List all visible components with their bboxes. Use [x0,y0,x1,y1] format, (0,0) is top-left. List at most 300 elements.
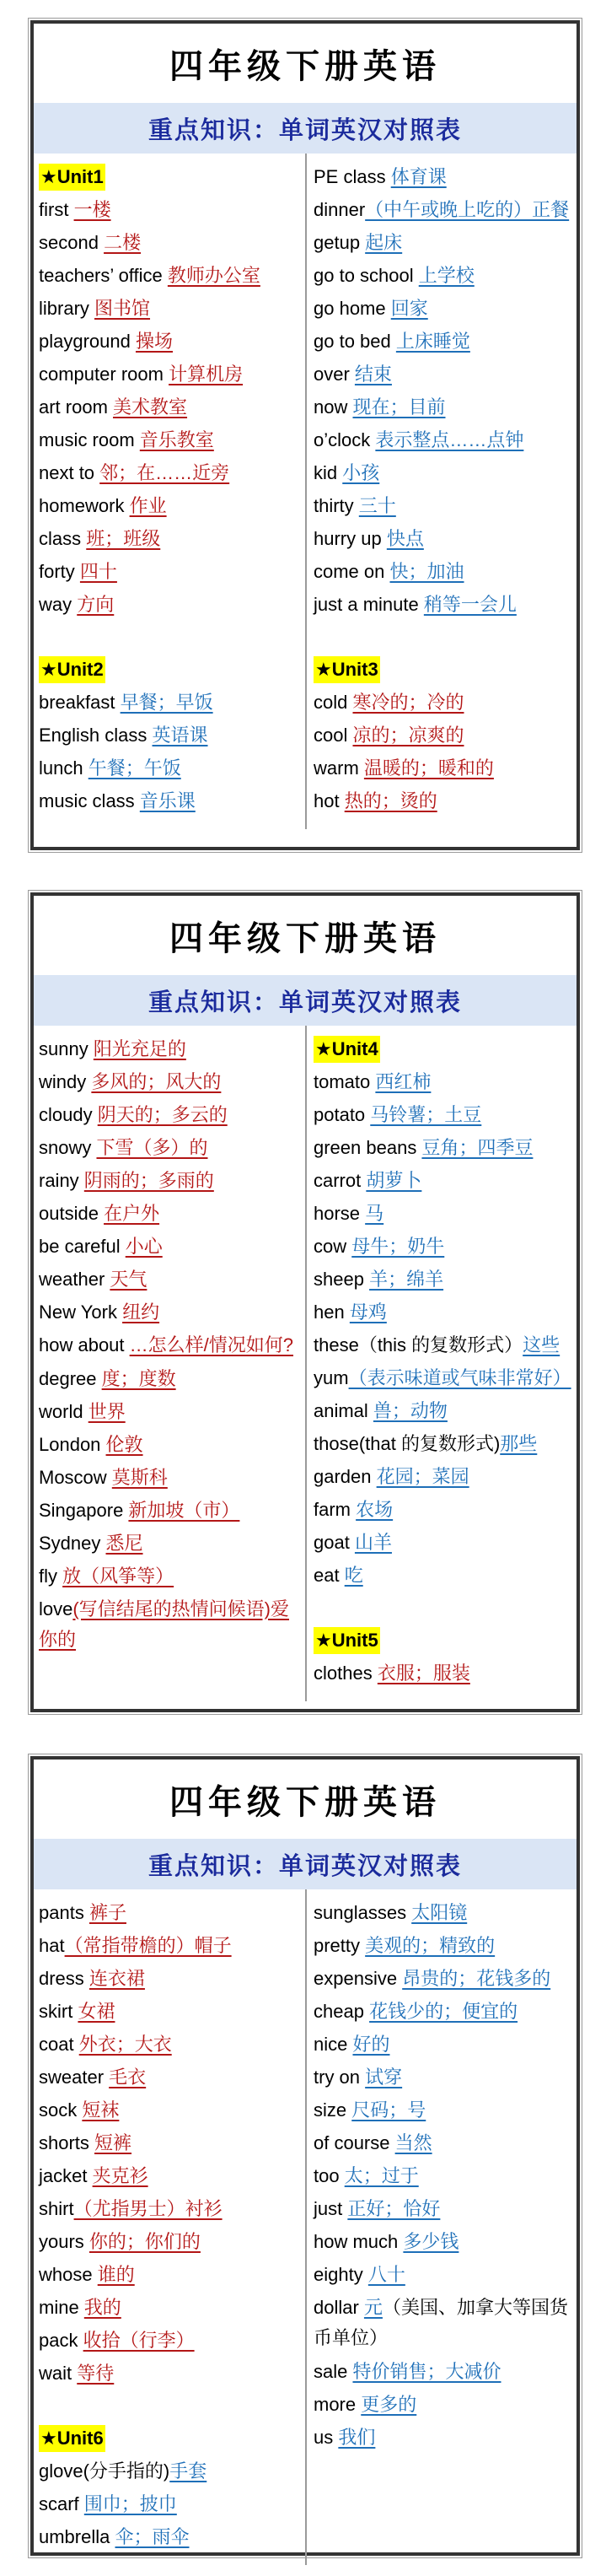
unit-heading [39,2422,300,2455]
chinese-meaning: 八十 [367,2264,405,2285]
english-word: dress [39,1968,89,1989]
chinese-meaning: 阴雨的；多雨的 [83,1170,214,1191]
english-word: pretty [314,1935,366,1956]
vocab-entry [314,2094,571,2126]
sheet-subtitle: 重点知识：单词英汉对照表 [34,975,577,1026]
vocab-entry [39,1362,300,1395]
chinese-meaning: 试穿 [365,2067,403,2088]
english-word: class [39,528,87,549]
english-word: degree [39,1368,102,1389]
vocab-entry [39,1962,300,1995]
chinese-meaning: 下雪（多）的 [96,1137,208,1158]
chinese-meaning: 农场 [356,1499,394,1520]
chinese-meaning: 班；班级 [86,528,161,549]
sheet-subtitle: 重点知识：单词英汉对照表 [34,103,577,154]
vocab-entry [39,1263,300,1296]
vocab-entry [314,456,571,489]
vocab-entry [39,2061,300,2094]
chinese-meaning: （尤指男士）衬衫 [73,2198,223,2219]
vocab-entry [314,1131,571,1164]
vocab-entry [314,193,571,226]
english-word: shirt [39,2198,74,2219]
english-word: whose [39,2264,98,2285]
chinese-meaning: 太阳镜 [411,1902,468,1923]
vocab-entry [314,1427,571,1460]
meaning-note: （美国、加拿大等国货币单位） [314,2297,568,2348]
chinese-meaning: 外衣；大衣 [78,2034,172,2055]
chinese-meaning: 阴天的；多云的 [97,1104,228,1125]
english-word: kid [314,462,343,483]
vocab-entry [39,2357,300,2390]
chinese-meaning: 我们 [338,2427,376,2448]
vocab-entry [39,1592,300,1657]
vocab-entry [314,1526,571,1559]
unit-label: ★Unit1 [39,164,105,191]
chinese-meaning: 我的 [83,2297,121,2318]
english-word: over [314,364,355,385]
english-word: second [39,232,105,253]
english-word: clothes [314,1663,378,1684]
vocab-entry [314,1263,571,1296]
chinese-meaning: 图书馆 [94,298,151,319]
vocab-entry [39,2487,300,2520]
vocab-entry [39,1164,300,1197]
chinese-meaning: …怎么样/情况如何? [129,1334,293,1355]
english-word: o’clock [314,429,376,450]
vocab-entry [314,1164,571,1197]
english-word: nice [314,2034,353,2055]
english-word: how much [314,2231,404,2252]
english-word: pack [39,2330,83,2351]
chinese-meaning: 温暖的；暖和的 [363,757,494,779]
chinese-meaning: 表示整点……点钟 [375,429,524,450]
vocab-entry [314,2126,571,2159]
vocab-entry [314,2192,571,2225]
english-word: music room [39,429,140,450]
chinese-meaning: 这些 [523,1334,560,1355]
column-divider [305,1889,307,2565]
vocab-entry [39,456,300,489]
chinese-meaning: 母鸡 [349,1301,387,1323]
chinese-meaning: 快点 [386,528,424,549]
english-word: fly [39,1566,63,1587]
column-divider [305,154,307,829]
chinese-meaning: 回家 [390,298,428,319]
section-gap [39,2390,300,2422]
vocab-entry [39,1197,300,1230]
chinese-meaning: 更多的 [361,2394,417,2415]
unit-label: ★Unit3 [314,656,380,683]
chinese-meaning: 花钱少的；便宜的 [369,2001,518,2022]
vocab-entry [314,423,571,456]
chinese-meaning: 在户外 [104,1203,160,1224]
vocab-entry [314,325,571,358]
english-word: music class [39,790,140,811]
english-word: more [314,2394,362,2415]
vocab-entry [39,2258,300,2291]
english-word: pants [39,1902,89,1923]
chinese-meaning: 当然 [394,2132,432,2153]
chinese-meaning: 稍等一会儿 [423,594,517,615]
vocab-entry [314,1361,571,1394]
vocab-entry [39,555,300,588]
vocab-entry [39,1560,300,1592]
chinese-meaning: 悉尼 [105,1533,143,1554]
chinese-meaning: 衣服；服装 [377,1663,470,1684]
unit-label: ★Unit6 [39,2425,105,2452]
chinese-meaning: 女裙 [78,2001,115,2022]
chinese-meaning: 伞；雨伞 [115,2526,190,2547]
vocab-entry [314,226,571,259]
english-word: dollar [314,2297,364,2318]
english-word: now [314,396,353,418]
vocab-sheet-1 [30,20,580,850]
english-word: sunny [39,1038,94,1059]
sheet-title: 四年级下册英语 [169,46,441,86]
unit-label: ★Unit2 [39,656,105,683]
chinese-meaning: 谁的 [97,2264,135,2285]
chinese-meaning: 邻；在……近旁 [99,462,230,483]
english-word: art room [39,396,114,418]
english-word: hot [314,790,345,811]
left-column [34,1032,305,1689]
chinese-meaning: 短袜 [82,2099,120,2121]
english-word: come on [314,561,390,582]
vocab-columns [34,1889,577,2565]
vocab-entry [314,1328,571,1361]
vocab-entry [39,1929,300,1962]
vocab-entry [314,2421,571,2454]
english-word: hurry up [314,528,387,549]
vocab-entry [39,2291,300,2324]
vocab-entry [39,1461,300,1494]
english-word: those(that 的复数形式) [314,1433,501,1454]
right-column [305,1896,577,2553]
english-word: just a minute [314,594,424,615]
section-gap [314,1592,571,1624]
chinese-meaning: 音乐教室 [139,429,214,450]
english-word: getup [314,232,366,253]
chinese-meaning: 午餐；午饭 [88,757,181,779]
vocab-entry [314,292,571,325]
chinese-meaning: 多少钱 [403,2231,459,2252]
english-word: dinner [314,199,366,220]
vocab-entry [39,522,300,555]
english-word: cheap [314,2001,370,2022]
vocab-entry [314,391,571,423]
english-word: hen [314,1301,350,1323]
english-word: these（this 的复数形式） [314,1334,523,1355]
chinese-meaning: 音乐课 [139,790,196,811]
vocab-entry [314,588,571,621]
vocab-entry [39,1428,300,1461]
chinese-meaning: 结束 [354,364,392,385]
english-word: rainy [39,1170,84,1191]
english-word: sunglasses [314,1902,412,1923]
english-word: mine [39,2297,84,2318]
chinese-meaning: 早餐；早饭 [120,692,213,713]
english-word: umbrella [39,2526,115,2547]
english-word: playground [39,331,136,352]
right-column [305,160,577,817]
chinese-meaning: 度；度数 [101,1368,176,1389]
english-word: London [39,1434,106,1455]
vocab-entry [39,489,300,522]
english-word: sweater [39,2067,110,2088]
english-word: scarf [39,2493,84,2514]
vocab-entry [314,1657,571,1689]
english-word: of course [314,2132,395,2153]
chinese-meaning: 一楼 [73,199,111,220]
english-word: us [314,2427,339,2448]
english-word: eat [314,1565,345,1586]
english-word: horse [314,1203,366,1224]
english-word: garden [314,1466,377,1487]
chinese-meaning: （常指带檐的）帽子 [64,1935,232,1956]
chinese-meaning: 伦敦 [105,1434,143,1455]
vocab-entry [314,1493,571,1526]
vocab-entry [39,1328,300,1362]
section-gap [314,621,571,653]
vocab-entry [39,588,300,621]
english-word: New York [39,1301,123,1323]
chinese-meaning: 天气 [110,1269,147,1290]
right-column [305,1032,577,1689]
vocab-entry [39,193,300,226]
chinese-meaning: 上学校 [418,265,475,286]
chinese-meaning: 小孩 [342,462,380,483]
chinese-meaning: 正好；恰好 [347,2198,441,2219]
chinese-meaning: 英语课 [152,725,208,746]
english-word: cold [314,692,353,713]
unit-label: ★Unit4 [314,1036,380,1063]
english-word: tomato [314,1071,376,1092]
chinese-meaning: 快；加油 [389,561,464,582]
chinese-meaning: 母牛；奶牛 [351,1236,445,1257]
chinese-meaning: 好的 [352,2034,390,2055]
chinese-meaning: 马 [365,1203,384,1224]
unit-heading [39,653,300,686]
chinese-meaning: 吃 [344,1565,363,1586]
chinese-meaning: 凉的；凉爽的 [352,725,464,746]
chinese-meaning: 围巾；披巾 [83,2493,177,2514]
english-word: glove(分手指的) [39,2460,170,2482]
english-word: how about [39,1334,130,1355]
chinese-meaning: (写信结尾的热情问候语)爱你的 [39,1598,290,1650]
english-word: first [39,199,74,220]
chinese-meaning: 西红柿 [375,1071,432,1092]
vocab-entry [314,1065,571,1098]
vocab-sheet-2 [30,892,580,1712]
english-word: animal [314,1400,373,1421]
vocab-entry [314,358,571,391]
sheet-subtitle: 重点知识：单词英汉对照表 [34,1839,577,1889]
chinese-meaning: 纽约 [122,1301,160,1323]
vocab-entry [314,259,571,292]
vocab-entry [39,226,300,259]
chinese-meaning: 连衣裙 [88,1968,145,1989]
vocab-entry [39,325,300,358]
english-word: potato [314,1104,371,1125]
vocab-columns [34,1026,577,1701]
chinese-meaning: 毛衣 [109,2067,147,2088]
chinese-meaning: 豆角；四季豆 [421,1137,534,1158]
chinese-meaning: 美术教室 [113,396,188,418]
english-word: windy [39,1071,92,1092]
chinese-meaning: 起床 [365,232,403,253]
english-word: library [39,298,95,319]
vocab-entry [314,489,571,522]
english-word: goat [314,1532,355,1553]
unit-heading [314,653,571,686]
chinese-meaning: 那些 [500,1433,538,1454]
vocab-entry [39,2192,300,2225]
english-word: warm [314,757,364,779]
vocab-entry [39,2159,300,2192]
english-word: Moscow [39,1467,112,1488]
vocab-entry [39,1131,300,1164]
vocab-entry [314,1896,571,1929]
chinese-meaning: 世界 [88,1401,126,1422]
english-word: shorts [39,2132,95,2153]
vocab-entry [314,160,571,193]
chinese-meaning: 寒冷的；冷的 [352,692,464,713]
vocab-entry [314,1394,571,1427]
english-word: world [39,1401,88,1422]
chinese-meaning: 操场 [135,331,173,352]
vocab-entry [39,686,300,719]
chinese-meaning: 体育课 [390,166,447,187]
chinese-meaning: 阳光充足的 [93,1038,186,1059]
english-word: eighty [314,2264,368,2285]
chinese-meaning: 特价销售；大减价 [352,2361,501,2382]
vocab-entry [39,1296,300,1328]
english-word: carrot [314,1170,367,1191]
english-word: teachers’ office [39,265,168,286]
vocab-entry [314,2258,571,2291]
chinese-meaning: 夹克衫 [92,2165,148,2186]
chinese-meaning: 小心 [125,1236,163,1257]
chinese-meaning: 太；过于 [344,2165,419,2186]
vocab-entry [39,292,300,325]
vocab-entry [39,2225,300,2258]
english-word: outside [39,1203,105,1224]
vocab-entry [39,719,300,752]
chinese-meaning: 计算机房 [169,364,244,385]
english-word: just [314,2198,348,2219]
english-word: homework [39,495,130,516]
english-word: love [39,1598,73,1619]
vocab-entry [39,752,300,784]
unit-label: ★Unit5 [314,1627,380,1654]
english-word: be careful [39,1236,126,1257]
vocab-entry [39,391,300,423]
vocab-entry [314,2291,571,2355]
vocab-entry [314,1197,571,1230]
english-word: sale [314,2361,353,2382]
vocab-columns [34,154,577,829]
english-word: coat [39,2034,79,2055]
chinese-meaning: 现在；目前 [352,396,446,418]
chinese-meaning: 兽；动物 [373,1400,448,1421]
vocab-entry [314,2355,571,2388]
english-word: hat [39,1935,65,1956]
vocab-entry [314,2061,571,2094]
left-column [34,1896,305,2553]
vocab-entry [39,1896,300,1929]
english-word: too [314,2165,345,2186]
chinese-meaning: 收拾（行李） [83,2330,195,2351]
chinese-meaning: 教师办公室 [167,265,260,286]
vocab-entry [39,358,300,391]
chinese-meaning: （中午或晚上吃的）正餐 [365,199,570,220]
vocab-entry [314,1995,571,2028]
column-divider [305,1026,307,1701]
english-word: try on [314,2067,366,2088]
vocab-entry [39,1032,300,1065]
vocab-entry [39,2455,300,2487]
vocab-entry [39,1494,300,1527]
english-word: wait [39,2363,78,2384]
vocab-entry [314,1296,571,1328]
vocab-entry [314,2028,571,2061]
chinese-meaning: 二楼 [104,232,142,253]
chinese-meaning: 新加坡（市） [128,1500,240,1521]
vocab-entry [314,1929,571,1962]
vocab-entry [39,2094,300,2126]
vocab-entry [39,1527,300,1560]
vocab-entry [39,1065,300,1098]
vocab-entry [314,719,571,752]
english-word: skirt [39,2001,78,2022]
vocab-entry [39,2324,300,2357]
english-word: cow [314,1236,352,1257]
chinese-meaning: 莫斯科 [111,1467,168,1488]
english-word: Sydney [39,1533,106,1554]
chinese-meaning: 放（风筝等） [62,1566,174,1587]
english-word: go home [314,298,391,319]
vocab-entry [39,259,300,292]
english-word: sheep [314,1269,370,1290]
chinese-meaning: 多风的；风大的 [91,1071,222,1092]
chinese-meaning: 裤子 [88,1902,126,1923]
left-column [34,160,305,817]
chinese-meaning: 尺码；号 [351,2099,426,2121]
chinese-meaning: 等待 [77,2363,115,2384]
vocab-entry [314,1460,571,1493]
chinese-meaning: 三十 [358,495,396,516]
vocab-entry [39,1098,300,1131]
chinese-meaning: 花园；菜园 [376,1466,469,1487]
vocab-entry [39,2126,300,2159]
vocab-entry [314,2159,571,2192]
english-word: thirty [314,495,359,516]
english-word: go to school [314,265,419,286]
english-word: lunch [39,757,88,779]
vocab-entry [314,1230,571,1263]
english-word: forty [39,561,80,582]
vocab-entry [314,2388,571,2421]
section-gap [39,621,300,653]
chinese-meaning: 你的；你们的 [88,2231,201,2252]
chinese-meaning: 胡萝卜 [366,1170,422,1191]
vocab-sheet-3 [30,1756,580,2556]
chinese-meaning: 美观的；精致的 [365,1935,496,1956]
chinese-meaning: 元 [363,2297,383,2318]
chinese-meaning: 马铃薯；土豆 [370,1104,482,1125]
unit-heading [39,160,300,193]
chinese-meaning: 作业 [129,495,167,516]
